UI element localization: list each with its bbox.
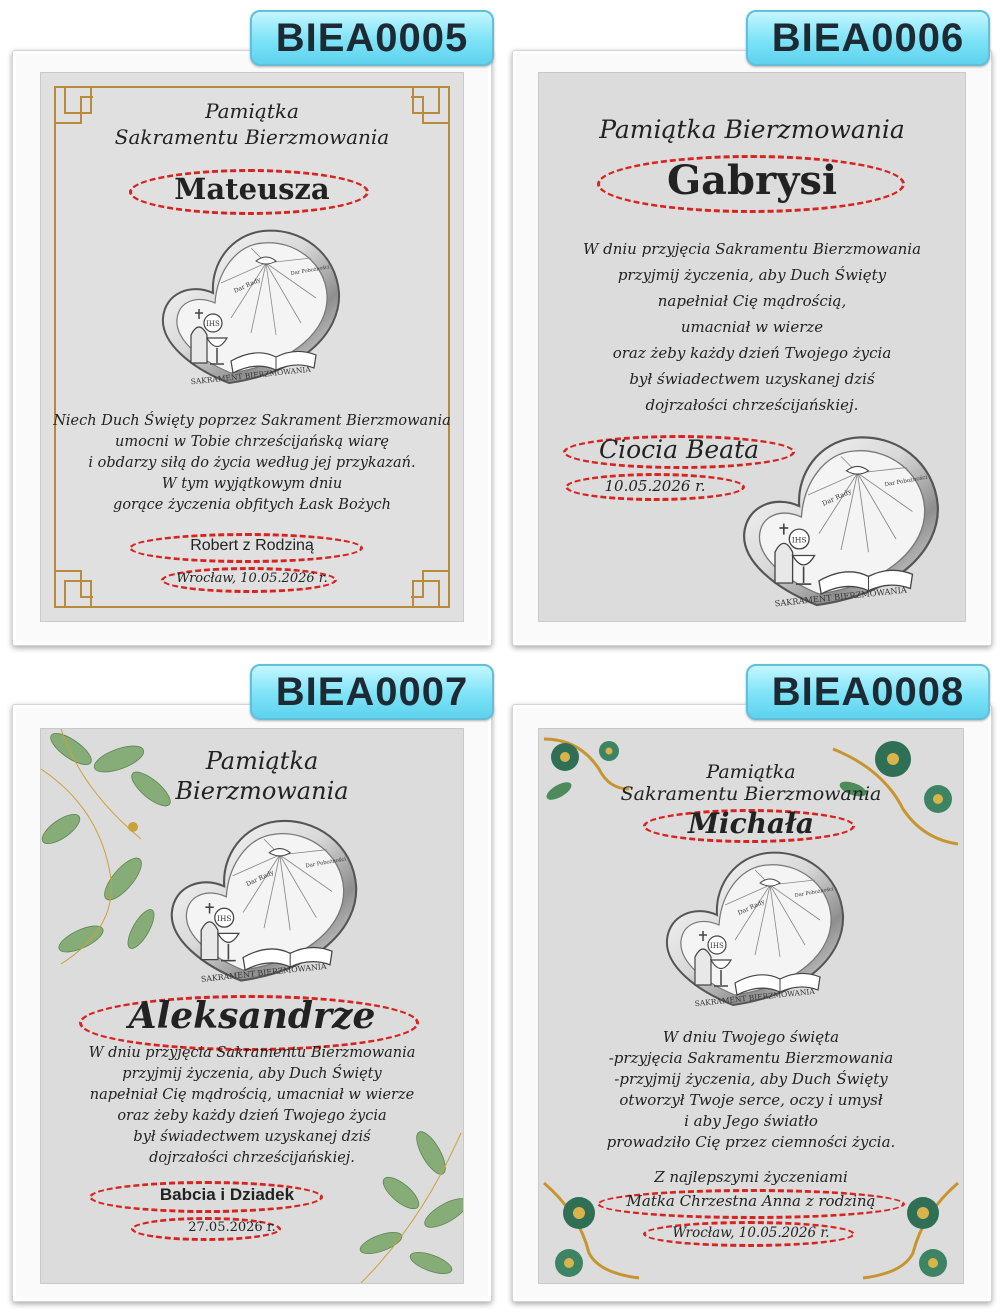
- body-line: -przyjęcia Sakramentu Bierzmowania: [608, 1049, 894, 1067]
- heart-medallion-icon: [151, 223, 351, 393]
- body-line: napełniał Cię mądrością, umacniał w wierze: [89, 1087, 415, 1103]
- body-line: napełniał Cię mądrością,: [657, 292, 847, 310]
- product-code-badge: BIEA0007: [250, 664, 494, 720]
- title-line-1: Pamiątka: [205, 99, 299, 123]
- plaque-biea0005: [40, 72, 464, 622]
- body-line: -przyjmij życzenia, aby Duch Święty: [614, 1070, 888, 1088]
- title-line-2: Bierzmowania: [175, 777, 349, 805]
- body-line: W tym wyjątkowym dniu: [161, 476, 343, 492]
- product-code-badge: BIEA0006: [746, 10, 990, 66]
- body-line: oraz żeby każdy dzień Twojego życia: [117, 1108, 387, 1124]
- heart-medallion-icon: [731, 429, 951, 616]
- recipient-name: Michała: [687, 807, 815, 840]
- body-line: był świadectwem uzyskanej dziś: [133, 1129, 371, 1145]
- plaque-biea0008: [538, 728, 964, 1284]
- heart-medallion-icon: [655, 845, 855, 1015]
- recipient-name: Aleksandrze: [128, 995, 376, 1037]
- body-line: dojrzałości chrześcijańskiej.: [645, 396, 859, 414]
- body-line: W dniu przyjęcia Sakramentu Bierzmowania: [582, 240, 922, 258]
- title-line-2: Sakramentu Bierzmowania: [114, 125, 390, 149]
- body-line: dojrzałości chrześcijańskiej.: [149, 1150, 355, 1166]
- heart-medallion-icon: [159, 813, 369, 991]
- body-line: prowadziło Cię przez ciemności życia.: [606, 1133, 896, 1151]
- signature: Matka Chrzestna Anna z rodziną: [626, 1192, 876, 1210]
- body-line: i obdarzy siłą do życia według jej przykazań.: [88, 455, 416, 471]
- body-line: przyjmij życzenia, aby Duch Święty: [617, 266, 887, 284]
- date: Wrocław, 10.05.2026 r.: [672, 1225, 830, 1241]
- body-line: umacniał w wierze: [680, 318, 824, 336]
- signature: Ciocia Beata: [598, 435, 760, 464]
- body-line: W dniu Twojego święta: [662, 1028, 840, 1046]
- title-line-1: Pamiątka: [706, 761, 796, 783]
- body-line: Niech Duch Święty poprzez Sakrament Bierzmowania: [53, 413, 451, 429]
- recipient-name: Gabrysi: [666, 157, 838, 204]
- body-line: przyjmij życzenia, aby Duch Święty: [122, 1066, 382, 1082]
- title-line-2: Sakramentu Bierzmowania: [620, 783, 882, 805]
- date: 10.05.2026 r.: [604, 477, 706, 495]
- body-line: W dniu przyjęcia Sakramentu Bierzmowania: [88, 1045, 416, 1061]
- title-line-1: Pamiątka: [205, 747, 319, 775]
- body-line: był świadectwem uzyskanej dziś: [629, 370, 875, 388]
- date: Wrocław, 10.05.2026 r.: [176, 571, 328, 586]
- body-line: oraz żeby każdy dzień Twojego życia: [612, 344, 892, 362]
- product-code-badge: BIEA0005: [250, 10, 494, 66]
- body-line: otworzył Twoje serce, oczy i umysł: [619, 1091, 883, 1109]
- date: 27.05.2026 r.: [188, 1220, 276, 1235]
- signature: Babcia i Dziadek: [159, 1185, 295, 1204]
- title-line-1: Pamiątka Bierzmowania: [599, 115, 905, 144]
- plaque-biea0007: [40, 728, 464, 1284]
- body-line: i aby Jego światło: [684, 1112, 818, 1130]
- signature: Robert z Rodziną: [190, 537, 314, 554]
- body-line: umocni w Tobie chrześcijańską wiarę: [115, 434, 389, 450]
- recipient-name: Mateusza: [174, 172, 330, 206]
- body-line: gorące życzenia obfitych Łask Bożych: [113, 497, 391, 513]
- plaque-biea0006: [538, 72, 966, 622]
- greeting: Z najlepszymi życzeniami: [654, 1168, 848, 1186]
- product-code-badge: BIEA0008: [746, 664, 990, 720]
